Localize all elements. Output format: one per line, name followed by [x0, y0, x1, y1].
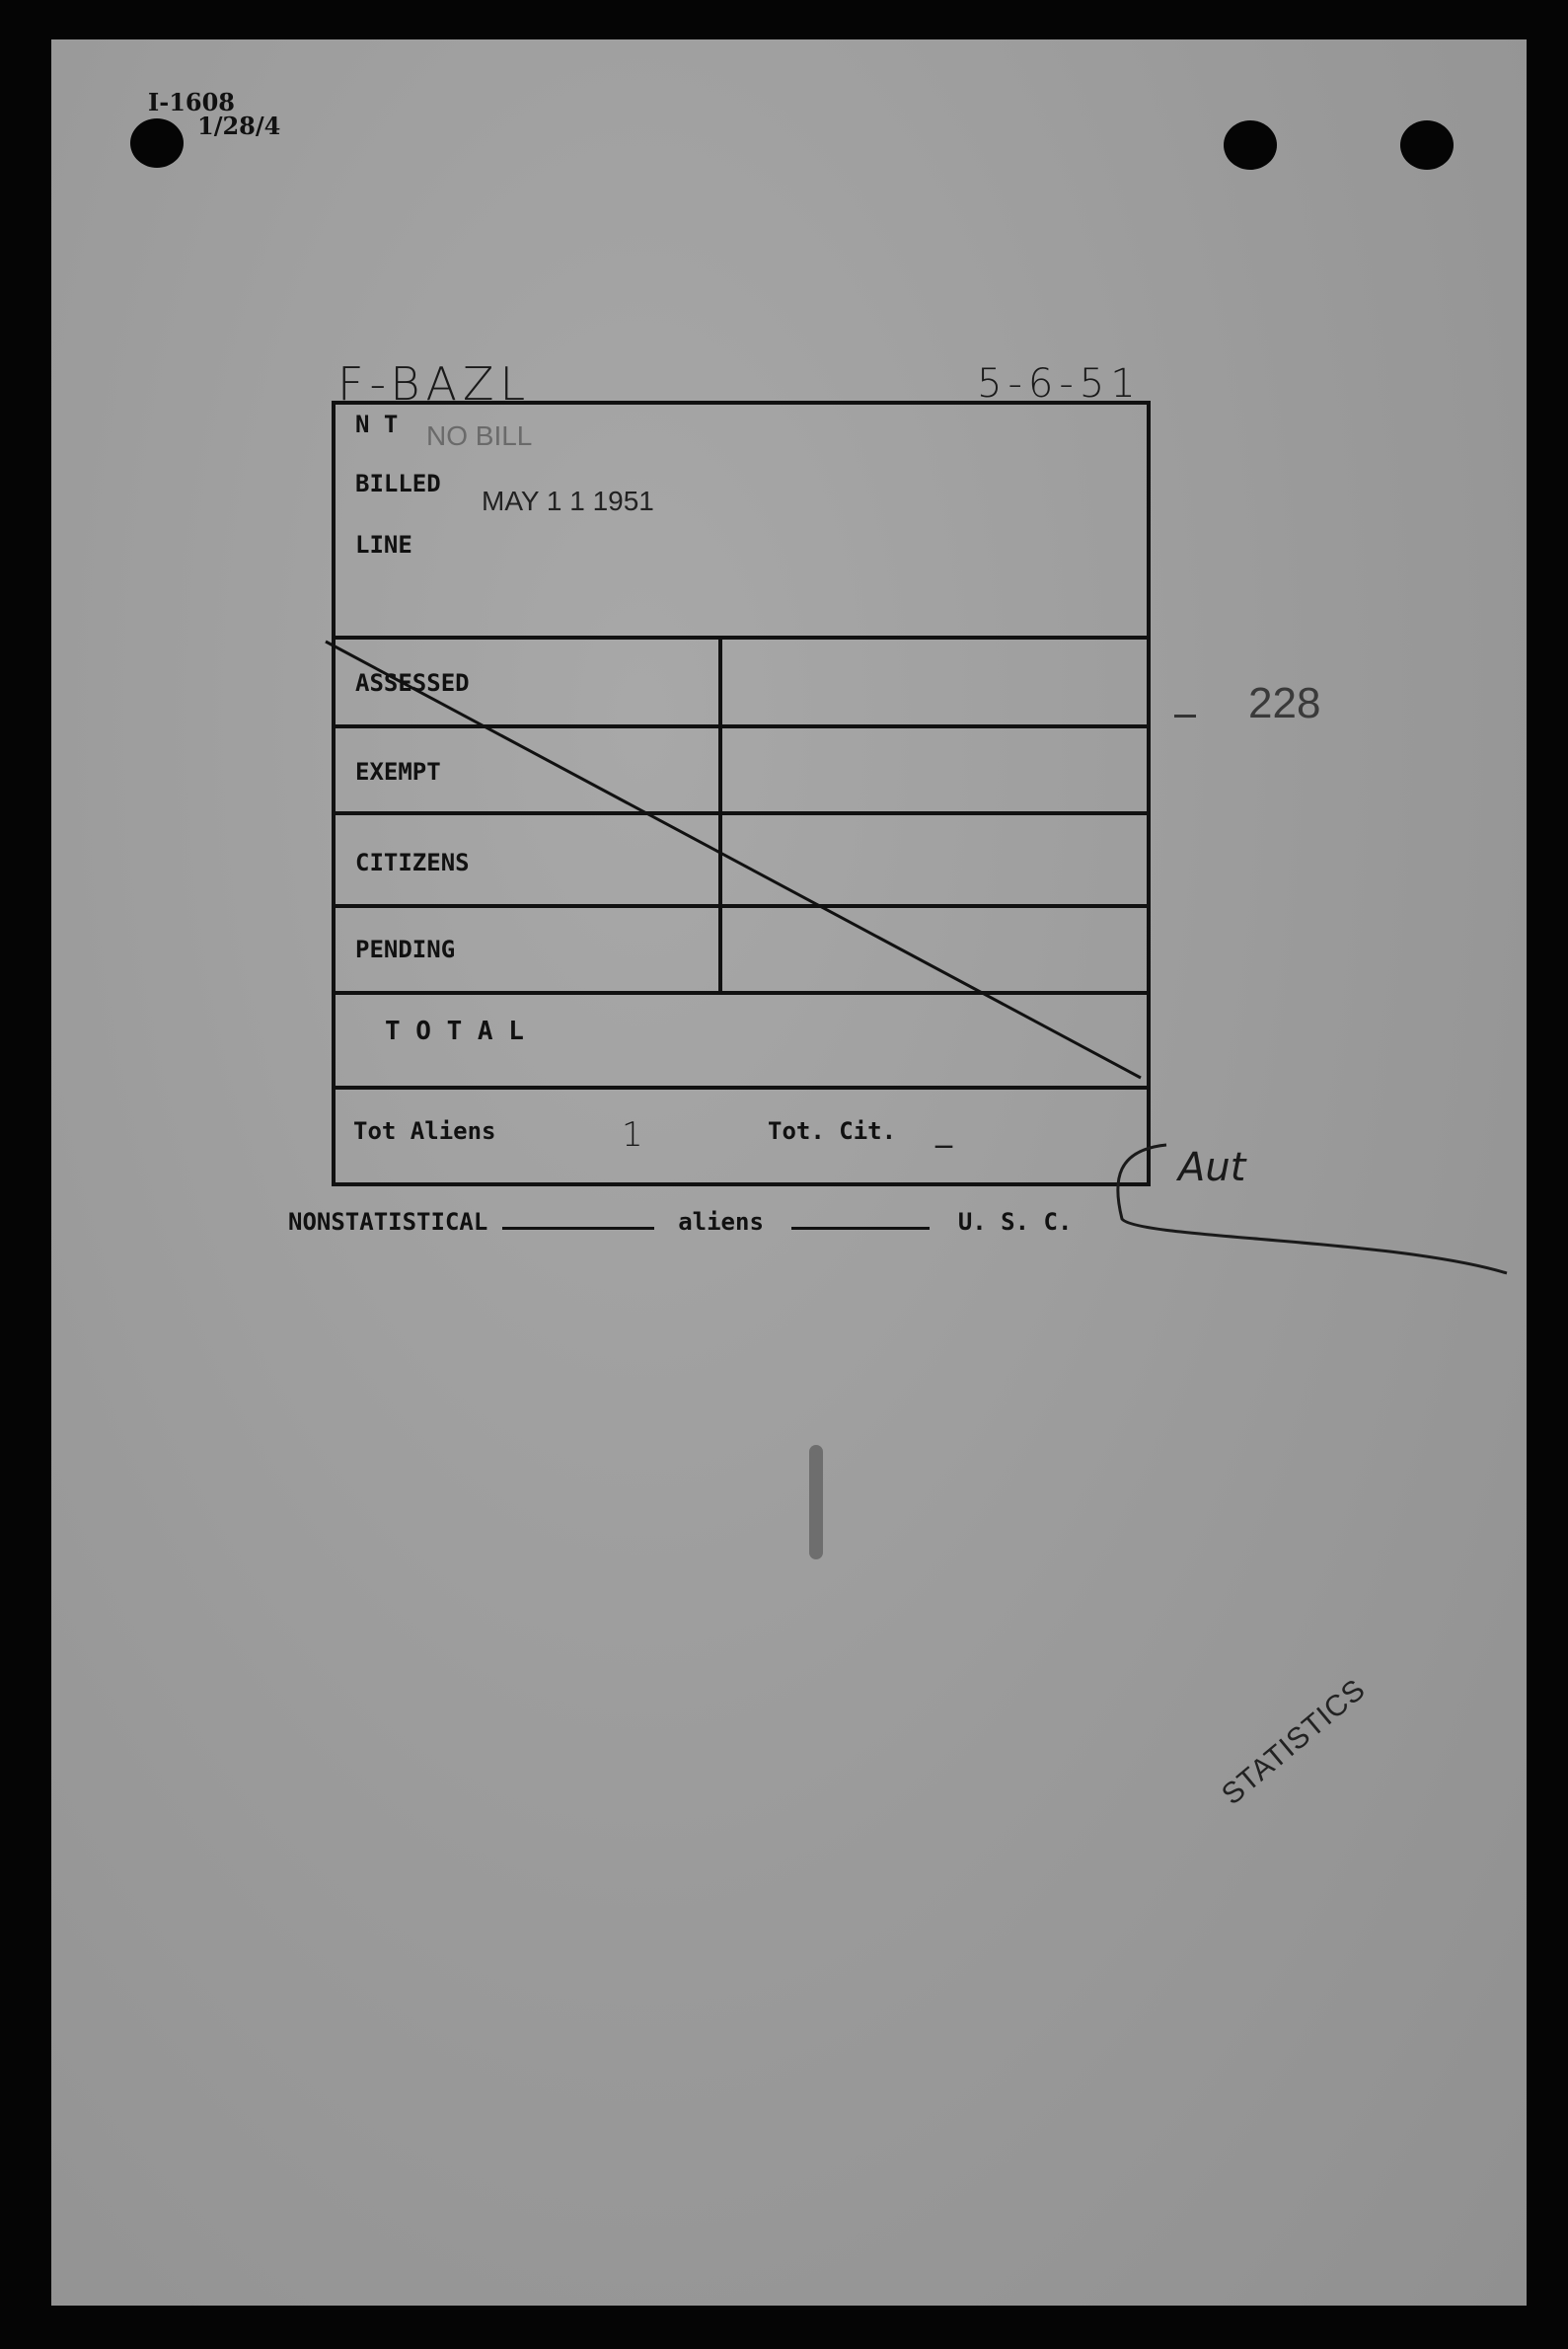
corner-note-line2: 1/28/4 [197, 112, 281, 140]
billed-label: BILLED [355, 470, 441, 497]
tot-aliens-value: 1 [622, 1115, 643, 1155]
row-label-exempt: EXEMPT [355, 758, 441, 786]
nt-label: N T [355, 411, 399, 438]
billed-stamp: MAY 1 1 1951 [482, 486, 654, 516]
corner-note [148, 88, 281, 140]
handwritten-file-code: F-BAZL [337, 357, 532, 411]
line-label: LINE [355, 531, 412, 559]
total-label: T O T A L [385, 1017, 524, 1046]
statistics-stamp: STATISTICS [1216, 1673, 1373, 1812]
tot-cit-label: Tot. Cit. [768, 1117, 897, 1145]
nonstatistical-blank-1 [502, 1227, 654, 1230]
initials-loop [1097, 1140, 1512, 1288]
nonstatistical-aliens-label: aliens [678, 1208, 764, 1236]
nt-stamp: NO BILL [426, 420, 533, 451]
nonstatistical-blank-2 [791, 1227, 930, 1230]
tot-cit-value: _ [935, 1109, 952, 1149]
handwritten-initials: Aut [1178, 1145, 1246, 1190]
margin-dash [1174, 715, 1196, 718]
nonstatistical-line [288, 1208, 1072, 1236]
handwritten-date: 5-6-51 [977, 361, 1142, 407]
statistics-form [332, 401, 1151, 1186]
punch-hole-right [1400, 120, 1454, 170]
rule-header [336, 636, 1147, 640]
margin-number: 228 [1248, 679, 1321, 727]
punch-hole-mid [1224, 120, 1277, 170]
row-label-assessed: ASSESSED [355, 669, 470, 697]
document-sheet [51, 39, 1527, 2306]
smudge-mark [809, 1445, 823, 1559]
strike-through-line [326, 642, 1155, 1105]
corner-note-line1: I-1608 [148, 88, 235, 116]
row-label-citizens: CITIZENS [355, 849, 470, 876]
row-label-pending: PENDING [355, 936, 456, 963]
tot-aliens-label: Tot Aliens [353, 1117, 496, 1145]
nonstatistical-label: NONSTATISTICAL [288, 1208, 488, 1236]
nonstatistical-usc-label: U. S. C. [957, 1208, 1073, 1236]
